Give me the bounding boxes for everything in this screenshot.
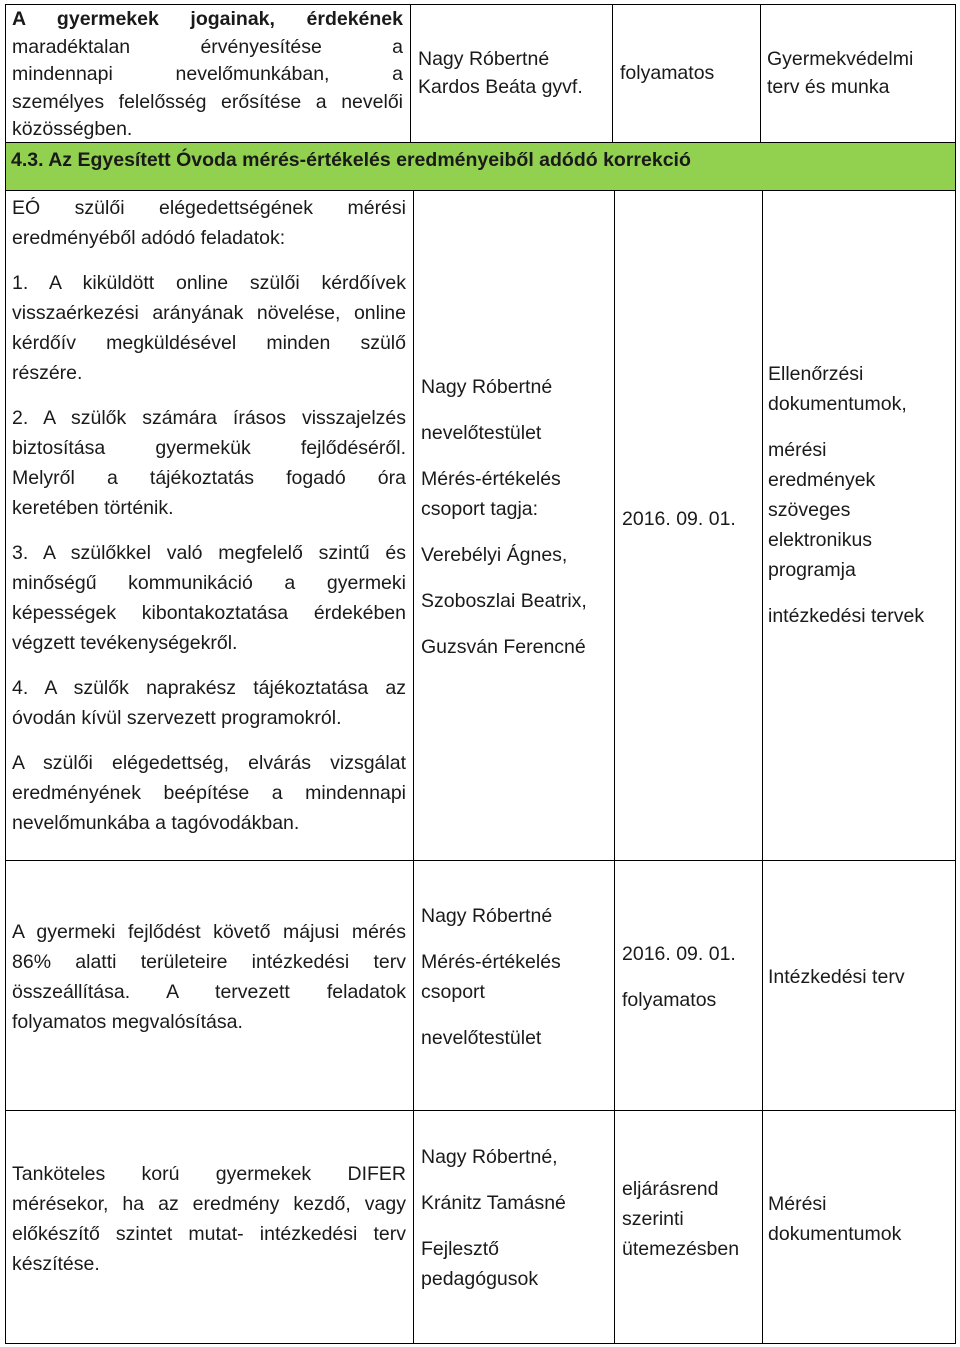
grid-line-top-col3 bbox=[760, 4, 761, 143]
row1-evidence-8: intézkedési tervek bbox=[768, 605, 925, 627]
row3-deadline-3: ütemezésben bbox=[622, 1238, 740, 1260]
top-responsible-cell bbox=[418, 46, 608, 101]
top-goal-cell bbox=[12, 6, 403, 144]
row1-task-cell bbox=[12, 193, 406, 838]
row1-item1-line-2: visszaérkezési arányának növelése, online bbox=[12, 302, 406, 324]
top-goal-line-5: közösségben. bbox=[12, 118, 133, 140]
row1-responsible-6: Szoboszlai Beatrix, bbox=[421, 590, 587, 612]
row1-responsible-4: csoport tagja: bbox=[421, 498, 539, 520]
top-goal-line-2: maradéktalan érvényesítése a bbox=[12, 35, 403, 58]
row1-responsible-3: Mérés-értékelés bbox=[421, 468, 561, 490]
row3-deadline-2: szerinti bbox=[622, 1208, 684, 1230]
grid-line-col1 bbox=[413, 190, 414, 1344]
row2-task-line-4: folyamatos megvalósítása. bbox=[12, 1011, 243, 1033]
row2-responsible-2: Mérés-értékelés bbox=[421, 951, 561, 973]
row2-responsible-cell bbox=[421, 901, 611, 1053]
grid-line-col2 bbox=[614, 190, 615, 1344]
row1-item3-line-3: képességek kibontakoztatása érdekében bbox=[12, 602, 406, 624]
top-goal-line-1: A gyermekek jogainak, érdekének bbox=[12, 8, 403, 30]
grid-line-top-col2 bbox=[612, 4, 613, 143]
row3-responsible-cell bbox=[421, 1142, 611, 1294]
row1-evidence-7: programja bbox=[768, 559, 856, 581]
grid-line-row1-bottom bbox=[5, 860, 956, 861]
grid-line-top-row-bottom bbox=[5, 142, 956, 143]
row2-responsible-3: csoport bbox=[421, 981, 485, 1003]
row3-responsible-2: Kránitz Tamásné bbox=[421, 1192, 566, 1214]
row2-task-line-2: 86% alatti területeire intézkedési terv bbox=[12, 951, 406, 973]
top-deadline: folyamatos bbox=[620, 62, 715, 84]
row1-responsible-2: nevelőtestület bbox=[421, 422, 542, 444]
row3-task-line-3: előkészítő szintet mutat- intézkedési terv bbox=[12, 1223, 406, 1245]
top-evidence-line-1: Gyermekvédelmi bbox=[767, 48, 914, 70]
row2-task-cell bbox=[12, 917, 406, 1037]
row2-deadline-2: folyamatos bbox=[622, 989, 717, 1011]
row3-evidence-cell bbox=[768, 1189, 953, 1249]
grid-line-right bbox=[955, 4, 956, 1344]
grid-line-row2-bottom bbox=[5, 1110, 956, 1111]
row2-deadline-1: 2016. 09. 01. bbox=[622, 943, 736, 965]
row1-item2-line-2: biztosítása gyermekük fejlődéséről. bbox=[12, 437, 406, 459]
row2-deadline-cell bbox=[622, 939, 760, 1015]
row1-evidence-6: elektronikus bbox=[768, 529, 873, 551]
grid-line-top bbox=[5, 4, 956, 5]
top-goal-line-4: személyes felelősség erősítése a nevelői bbox=[12, 90, 403, 113]
row3-evidence-2: dokumentumok bbox=[768, 1223, 902, 1245]
top-deadline-cell bbox=[620, 60, 760, 88]
row3-responsible-3: Fejlesztő bbox=[421, 1238, 500, 1260]
top-responsible-line-2: Kardos Beáta gyvf. bbox=[418, 75, 583, 98]
row1-evidence-4: eredmények bbox=[768, 469, 876, 491]
row1-item4-line-1: 4. A szülők naprakész tájékoztatása az bbox=[12, 677, 406, 699]
row2-task-line-3: összeállítása. A tervezett feladatok bbox=[12, 981, 406, 1003]
grid-line-left bbox=[5, 4, 6, 1344]
row1-item3-line-1: 3. A szülőkkel való megfelelő szintű és bbox=[12, 542, 406, 564]
row3-evidence-1: Mérési bbox=[768, 1193, 827, 1215]
row1-evidence-1: Ellenőrzési bbox=[768, 363, 864, 385]
row1-evidence-3: mérési bbox=[768, 439, 827, 461]
row1-closing-line-1: A szülői elégedettség, elvárás vizsgálat bbox=[12, 752, 406, 774]
row1-intro-line-1: EÓ szülői elégedettségének mérési bbox=[12, 197, 406, 219]
row2-evidence: Intézkedési terv bbox=[768, 966, 905, 988]
row3-deadline-1: eljárásrend bbox=[622, 1178, 719, 1200]
row1-responsible-1: Nagy Róbertné bbox=[421, 376, 553, 398]
row1-responsible-cell bbox=[421, 372, 611, 662]
row3-deadline-cell bbox=[622, 1174, 760, 1264]
row3-task-cell bbox=[12, 1159, 406, 1279]
grid-line-top-col1 bbox=[410, 4, 411, 143]
row2-responsible-1: Nagy Róbertné bbox=[421, 905, 553, 927]
top-evidence-cell bbox=[767, 46, 952, 101]
row1-item1-line-1: 1. A kiküldött online szülői kérdőívek bbox=[12, 272, 406, 294]
row1-evidence-cell bbox=[768, 359, 953, 631]
row2-evidence-cell bbox=[768, 962, 953, 992]
grid-line-col3 bbox=[762, 190, 763, 1344]
row1-item2-line-1: 2. A szülők számára írásos visszajelzés bbox=[12, 407, 406, 429]
row1-evidence-2: dokumentumok, bbox=[768, 393, 907, 415]
row2-task-line-1: A gyermeki fejlődést követő májusi mérés bbox=[12, 921, 406, 943]
row3-responsible-4: pedagógusok bbox=[421, 1268, 539, 1290]
row1-deadline: 2016. 09. 01. bbox=[622, 508, 736, 530]
row1-responsible-5: Verebélyi Ágnes, bbox=[421, 544, 568, 566]
top-responsible-line-1: Nagy Róbertné bbox=[418, 48, 550, 70]
row1-evidence-5: szöveges bbox=[768, 499, 851, 521]
row1-item3-line-4: végzett tevékenységekről. bbox=[12, 632, 238, 654]
row2-responsible-4: nevelőtestület bbox=[421, 1027, 542, 1049]
row3-responsible-1: Nagy Róbertné, bbox=[421, 1146, 558, 1168]
row1-intro-line-2: eredményéből adódó feladatok: bbox=[12, 227, 286, 249]
row1-item2-line-3: Melyről a tájékoztatás fogadó óra bbox=[12, 467, 406, 489]
row1-closing-line-3: nevelőmunkába a tagóvodákban. bbox=[12, 812, 300, 834]
row1-deadline-cell bbox=[622, 504, 760, 534]
grid-line-bottom bbox=[5, 1343, 956, 1344]
grid-line-header-bottom bbox=[5, 190, 956, 191]
section-header: 4.3. Az Egyesített Óvoda mérés-értékelés eredményeiből adódó korrekció bbox=[11, 149, 691, 171]
row1-item1-line-3: kérdőív megküldésével minden szülő bbox=[12, 332, 406, 354]
top-goal-line-3: mindennapi nevelőmunkában, a bbox=[12, 63, 403, 85]
row1-item4-line-2: óvodán kívül szervezett programokról. bbox=[12, 707, 342, 729]
row1-item2-line-4: keretében történik. bbox=[12, 497, 174, 519]
row3-task-line-1: Tanköteles korú gyermekek DIFER bbox=[12, 1163, 406, 1185]
row1-item3-line-2: minőségű kommunikáció a gyermeki bbox=[12, 572, 406, 594]
row1-item1-line-4: részére. bbox=[12, 362, 83, 384]
top-evidence-line-2: terv és munka bbox=[767, 75, 890, 98]
row3-task-line-4: készítése. bbox=[12, 1253, 100, 1275]
row1-responsible-7: Guzsván Ferencné bbox=[421, 636, 586, 658]
row3-task-line-2: mérésekor, ha az eredmény kezdő, vagy bbox=[12, 1193, 406, 1215]
row1-closing-line-2: eredményének beépítése a mindennapi bbox=[12, 782, 406, 804]
